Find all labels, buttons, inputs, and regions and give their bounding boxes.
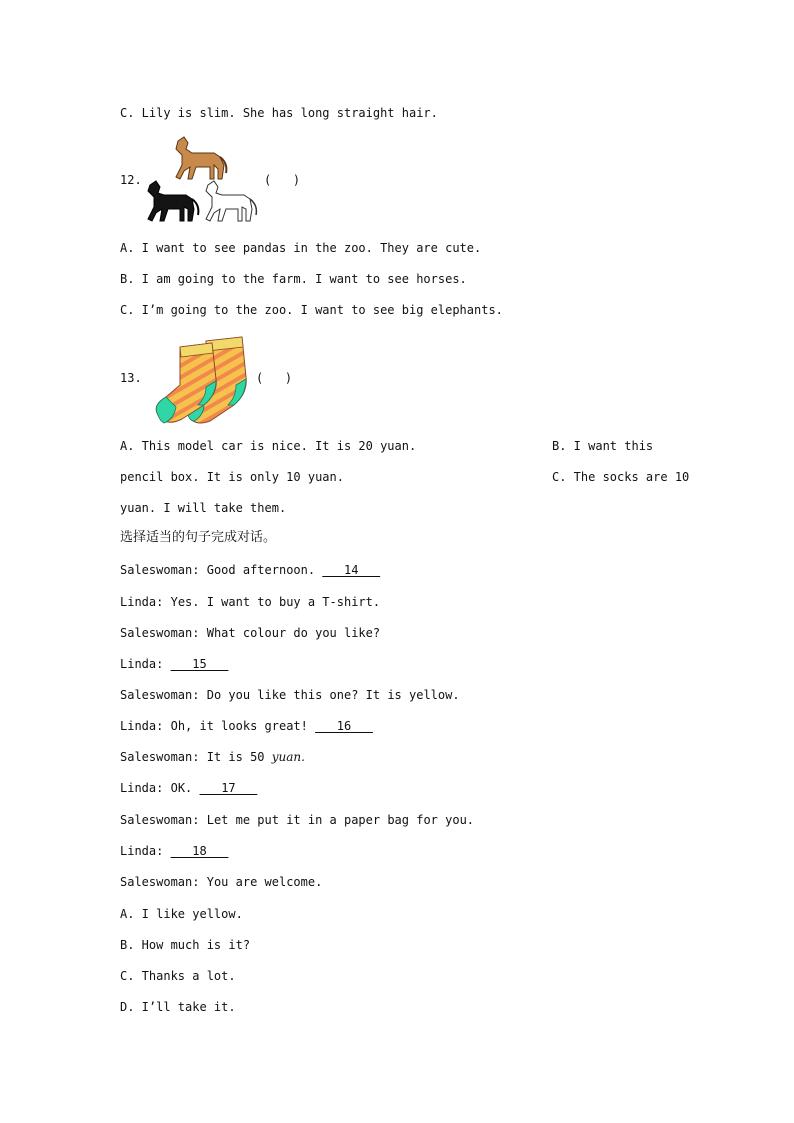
q13-line-2-right: C. The socks are 10 [552,470,690,484]
q13-line-3-left: yuan. I will take them. [120,501,287,515]
blank-14[interactable]: ___14___ [322,563,381,577]
section-instruction: 选择适当的句子完成对话。 [120,530,277,545]
q12-option-c: C. I’m going to the zoo. I want to see big elephants. [120,303,503,317]
q13-number: 13. [120,371,142,385]
dialogue-line: Saleswoman: You are welcome. [120,875,323,889]
q12-option-a: A. I want to see pandas in the zoo. They are cute. [120,241,482,255]
choice-c: C. Thanks a lot. [120,969,236,983]
dialogue-line: Linda: ___15___ [120,657,229,671]
q13-line-2-left: pencil box. It is only 10 yuan. [120,470,344,484]
q13-answer-paren[interactable]: ( ) [256,371,293,385]
dialogue-line: Linda: ___18___ [120,844,229,858]
dialogue-line: Saleswoman: What colour do you like? [120,626,381,640]
q12-number: 12. [120,173,142,187]
dialogue-line: Saleswoman: Good afternoon. ___14___ [120,563,381,577]
dialogue-line: Saleswoman: It is 50 yuan. [120,750,305,764]
dialogue-line: Linda: OK. ___17___ [120,781,258,795]
q12-option-b: B. I am going to the farm. I want to see horses. [120,272,467,286]
blank-15[interactable]: ___15___ [170,657,229,671]
q13-line-1-left: A. This model car is nice. It is 20 yuan. [120,439,417,453]
dialogue-line: Saleswoman: Do you like this one? It is yellow. [120,688,460,702]
white-horse-icon [206,181,256,221]
blank-16[interactable]: ___16___ [315,719,373,733]
horses-illustration [140,133,260,227]
dialogue-line: Linda: Oh, it looks great! ___16___ [120,719,373,733]
blank-17[interactable]: ___17___ [199,781,258,795]
brown-horse-icon [176,137,226,179]
choice-d: D. I’ll take it. [120,1000,236,1014]
choice-b: B. How much is it? [120,938,251,952]
black-horse-icon [148,181,198,221]
dialogue-line: Linda: Yes. I want to buy a T-shirt. [120,595,381,609]
q13-line-1-right: B. I want this [552,439,654,453]
socks-illustration [150,335,252,427]
dialogue-line: Saleswoman: Let me put it in a paper bag for you. [120,813,475,827]
choice-a: A. I like yellow. [120,907,243,921]
q11-option-c: C. Lily is slim. She has long straight hair. [120,106,438,120]
blank-18[interactable]: ___18___ [170,844,229,858]
q12-answer-paren[interactable]: ( ) [264,173,301,187]
